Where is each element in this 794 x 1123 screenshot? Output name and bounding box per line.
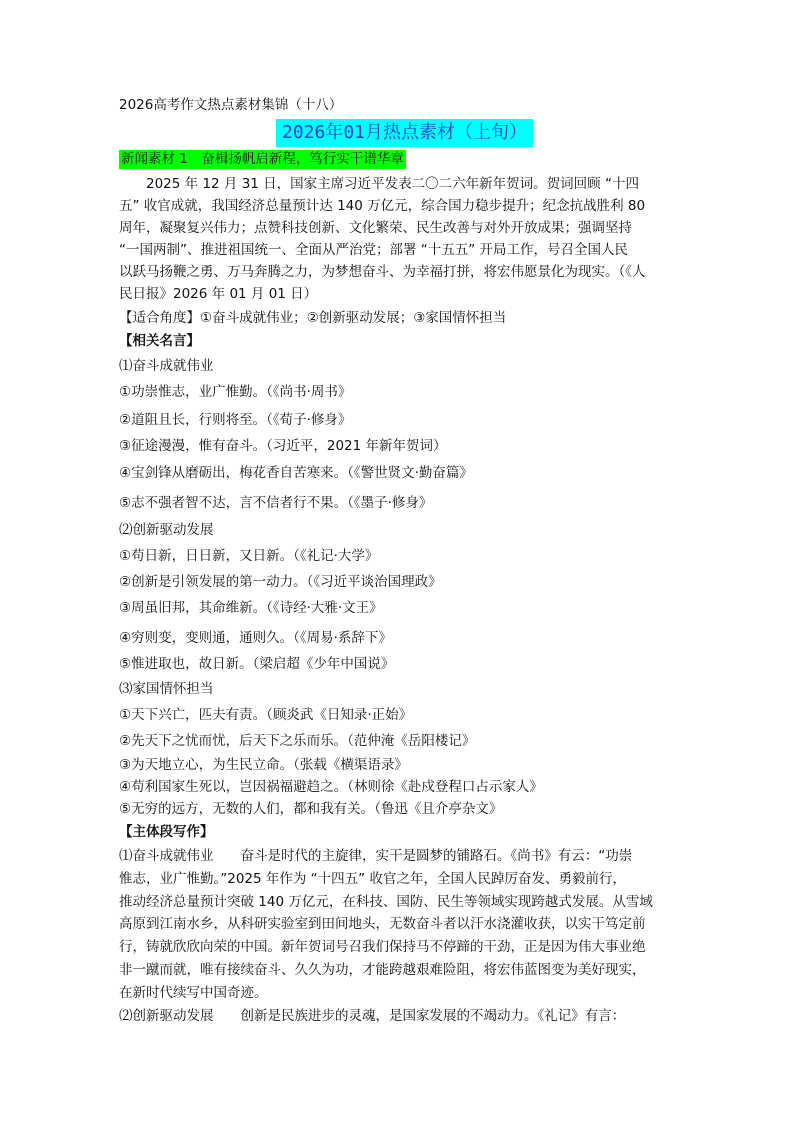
quote-item: ④穷则变，变则通，通则久。（《周易·系辞下》 xyxy=(119,630,392,646)
quote-item: ④宝剑锋从磨砺出，梅花香自苦寒来。（《警世贤文·勤奋篇》 xyxy=(119,465,473,481)
quotes-header: 【相关名言】 xyxy=(119,333,200,349)
writing-line: 推动经济总量预计突破 140 万亿元，在科技、国防、民生等领域实现跨越式发展。从雪域 xyxy=(119,894,653,910)
quote-item: ③为天地立心，为生民立命。（张载《横渠语录》 xyxy=(119,757,408,773)
month-banner: 2026年01月热点素材（上旬） xyxy=(276,119,533,147)
writing-line: 惟志，业广惟勤。”2025 年作为 “十四五” 收官之年，全国人民踔厉奋发、勇毅前行， xyxy=(119,871,626,887)
news-topic-heading: 新闻素材 1 奋楫扬帆启新程，笃行实干谱华章 xyxy=(121,151,404,167)
news-line: 以跃马扬鞭之勇、万马奔腾之力，为梦想奋斗、为幸福打拼，将宏伟愿景化为现实。（《人 xyxy=(119,264,646,280)
writing-line: 非一蹴而就，唯有接续奋斗、久久为功，才能跨越艰难险阻，将宏伟蓝图变为美好现实， xyxy=(119,962,646,978)
quote-group-title: ⑶家国情怀担当 xyxy=(119,681,214,697)
writing-line: ⑵创新驱动发展 创新是民族进步的灵魂，是国家发展的不竭动力。《礼记》有言： xyxy=(119,1008,626,1024)
writing-line: 行，铸就欣欣向荣的中国。新年贺词号召我们保持马不停蹄的干劲，正是因为伟大事业绝 xyxy=(119,939,646,955)
quote-item: ⑤无穷的远方，无数的人们，都和我有关。（鲁迅《且介亭杂文》 xyxy=(119,801,503,817)
quote-item: ①天下兴亡，匹夫有责。（顾炎武《日知录·正始》 xyxy=(119,707,413,723)
suitable-angles: 【适合角度】①奋斗成就伟业；②创新驱动发展；③家国情怀担当 xyxy=(119,310,507,326)
quote-group-title: ⑴奋斗成就伟业 xyxy=(119,358,214,374)
quote-item: ②先天下之忧而忧，后天下之乐而乐。（范仲淹《岳阳楼记》 xyxy=(119,733,476,749)
quote-item: ③周虽旧邦，其命维新。（《诗经·大雅·文王》 xyxy=(119,600,383,616)
quote-item: ②道阻且长，行则将至。（《荀子·修身》 xyxy=(119,412,352,428)
quote-item: ④苟利国家生死以，岂因祸福避趋之。（林则徐《赴戍登程口占示家人》 xyxy=(119,779,543,795)
writing-line: 在新时代续写中国奇迹。 xyxy=(119,985,268,1001)
quote-item: ⑤惟进取也，故日新。（梁启超《少年中国说》 xyxy=(119,656,395,672)
news-line: 五” 收官成就，我国经济总量预计达 140 万亿元，综合国力稳步提升；纪念抗战胜利 80 xyxy=(119,198,646,214)
quote-group-title: ⑵创新驱动发展 xyxy=(119,522,214,538)
quote-item: ①功崇惟志，业广惟勤。（《尚书·周书》 xyxy=(119,384,352,400)
quote-item: ①苟日新，日日新，又日新。（《礼记·大学》 xyxy=(119,548,379,564)
news-line: “一国两制”、推进祖国统一、全面从严治党；部署 “十五五” 开局工作，号召全国人民 xyxy=(119,242,629,258)
quote-item: ②创新是引领发展的第一动力。（《习近平谈治国理政》 xyxy=(119,574,442,590)
news-line: 周年，凝聚复兴伟力；点赞科技创新、文化繁荣、民生改善与对外开放成果；强调坚持 xyxy=(119,220,632,236)
writing-line: 高原到江南水乡，从科研实验室到田间地头，无数奋斗者以汗水浇灌收获，以实干笃定前 xyxy=(119,916,646,932)
news-line: 民日报》2026 年 01 月 01 日） xyxy=(119,286,318,302)
quote-item: ⑤志不强者智不达，言不信者行不果。（《墨子·修身》 xyxy=(119,495,433,511)
writing-line: ⑴奋斗成就伟业 奋斗是时代的主旋律，实干是圆梦的铺路石。《尚书》有云：“功崇 xyxy=(119,848,633,864)
quote-item: ③征途漫漫，惟有奋斗。（习近平，2021 年新年贺词） xyxy=(119,438,447,454)
series-title: 2026高考作文热点素材集锦（十八） xyxy=(119,97,343,113)
writing-header: 【主体段写作】 xyxy=(119,824,214,840)
news-line: 2025 年 12 月 31 日，国家主席习近平发表二〇二六年新年贺词。贺词回顾 “十四 xyxy=(119,176,639,192)
